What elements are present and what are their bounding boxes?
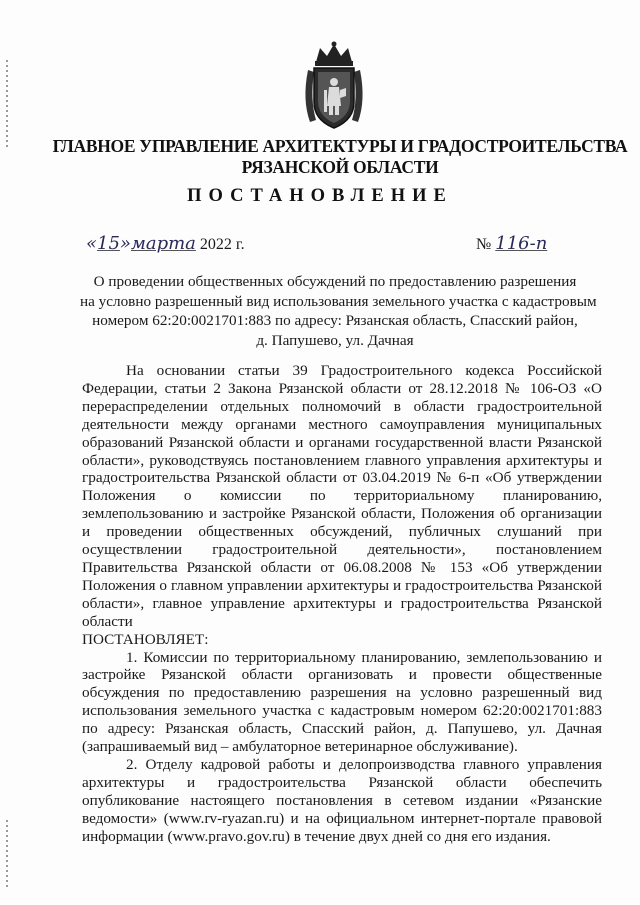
item-1-paragraph: 1. Комиссии по территориальному планированию, землепользованию и застройке Рязанской области организовать и провести общественные обсуждения по предоставлению разрешения на условно разрешенный вид использования земельного участка с кадастровым номером 62:20:0021701:883 по адресу: Рязанская область, Спасский район, д. Папушево, ул. Дачная (запрашиваемый вид – амбулаторное ветеринарное обслуживание). [82,648,602,756]
document-number [476,233,547,254]
date-open-quote: « [86,233,98,254]
organization-title [40,136,640,178]
decree-word: ПОСТАНОВЛЯЕТ: [82,630,209,648]
document-body [82,362,602,845]
subject-line4: д. Папушево, ул. Дачная [256,331,414,349]
subject-line1: О проведении общественных обсуждений по предоставлению разрешения [93,273,577,290]
document-type: ПОСТАНОВЛЕНИЕ [187,186,453,206]
subject-line3: номером 62:20:0021701:883 по адресу: Рязанская область, Спасский район, [92,312,578,329]
preamble-paragraph: На основании статьи 39 Градостроительного кодекса Российской Федерации, статьи 2 Закона Рязанской области от 28.12.2018 № 106-ОЗ «О перераспределении отдельных полномочий в области градостроительной деятельности между органами местного самоуправления муниципальных образований Рязанской области и органами государственной власти Рязанской области», руководствуясь постановлением главного управления архитектуры и градостроительства Рязанской области от 03.04.2019 № 6-п «Об утверждении Положения о комиссии по территориальному планированию, землепользованию и застройке Рязанской области, Положения об организации и проведении общественных обсуждений, публичных слушаний при осуществлении градостроительной деятельности», постановлением Правительства Рязанской области от 06.08.2008 № 153 «Об утверждении Положения о главном управлении архитектуры и градостроительства Рязанской области», главное управление архитектуры и градостроительства Рязанской области [82,362,602,630]
coat-of-arms-icon [296,40,372,132]
date-day: 15 [97,233,120,254]
date-close-quote: » [119,233,131,254]
document-subject [80,272,597,350]
date-number-line [86,233,616,263]
scan-margin-mark [6,820,8,890]
item-2-paragraph: 2. Отделу кадровой работы и делопроизводства главного управления архитектуры и градостроительства Рязанской области обеспечить опубликование настоящего постановления в сетевом издании «Рязанские ведомости» (www.rv-ryazan.ru) и на официальном интернет-портале правовой информации (www.pravo.gov.ru) в течение двух дней со дня его издания. [82,755,602,845]
number-sign: № [476,236,492,253]
subject-line2: на условно разрешенный вид использования земельного участка с кадастровым [80,292,597,310]
organization-title-line1: ГЛАВНОЕ УПРАВЛЕНИЕ АРХИТЕКТУРЫ И ГРАДОСТРОИТЕЛЬСТВА [52,136,628,156]
scan-margin-mark [6,60,8,150]
date-year: 2022 г. [199,236,245,253]
organization-title-line2: РЯЗАНСКОЙ ОБЛАСТИ [241,157,439,177]
number-value: 116-п [495,233,548,254]
document-date [86,233,245,254]
date-month: марта [130,233,196,254]
